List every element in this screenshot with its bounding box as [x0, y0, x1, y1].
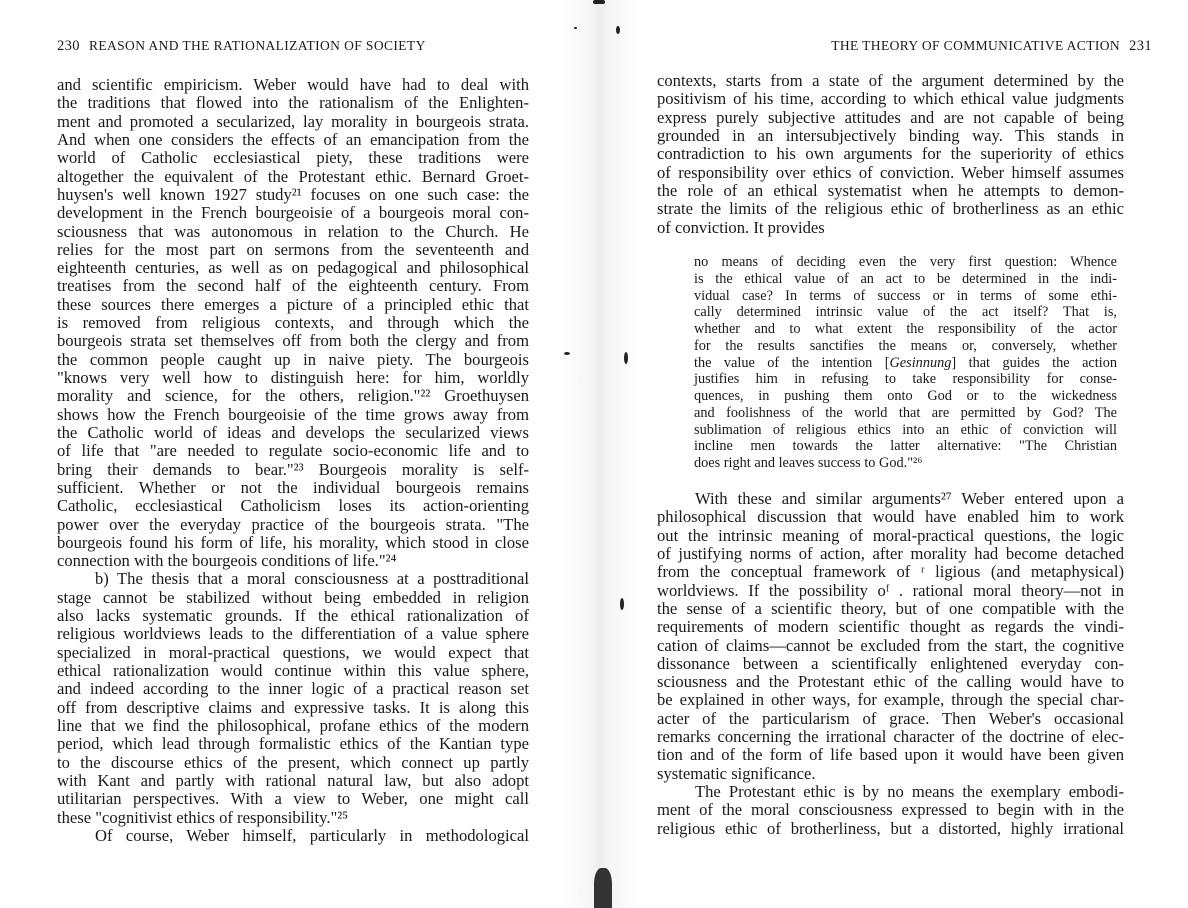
left-body-text	[57, 76, 529, 845]
quote-line: sublimation of religious ethics into an ethic of conviction will	[694, 421, 1117, 438]
text-line: of conviction. It provides	[657, 217, 825, 237]
text-line: line that we find the philosophical, profane ethics of the modern	[57, 715, 529, 735]
text-line: ment of the moral consciousness expressed to begin with in the	[657, 800, 1124, 820]
text-line: stage cannot be stabilized without being embedded in religion	[57, 587, 529, 607]
text-line: With these and similar arguments²⁷ Weber entered upon a	[695, 489, 1124, 508]
quote-line: vidual case? In terms of success or in terms of some ethi-	[694, 287, 1117, 304]
text-line: Of course, Weber himself, particularly in methodological	[95, 825, 529, 845]
text-line: And when one considers the effects of an emancipation from the	[57, 129, 529, 149]
text-line: utilitarian perspectives. With a view to Weber, one might call	[57, 789, 529, 809]
text-line: off from descriptive claims and expressive tasks. It is along this	[57, 697, 529, 717]
text-line: shows how the French bourgeoisie of the time grows away from	[57, 404, 529, 424]
text-line: Catholic, ecclesiastical Catholicism loses its action-orienting	[57, 496, 529, 516]
right-body-text-bottom	[657, 490, 1124, 838]
text-line: positivism of his time, according to which ethical value judgments	[657, 89, 1124, 109]
text-line: bourgeois strata set themselves off from both the clergy and from	[57, 331, 529, 351]
right-page-number: 231	[1129, 38, 1152, 54]
quote-line: does right and leaves success to God."²⁶	[694, 455, 923, 471]
text-line: ethical rationalization would continue within this value sphere,	[57, 661, 529, 680]
text-line: and scientific empiricism. Weber would have had to deal with	[57, 75, 529, 94]
text-line: and indeed according to the inner logic of a practical reason set	[57, 679, 529, 699]
text-line: worldviews. If the possibility oᶠ . rational moral theory—not in	[657, 580, 1124, 600]
left-running-head-title: REASON AND THE RATIONALIZATION OF SOCIETY	[88, 38, 426, 53]
text-line: the role of an ethical systematist when he attempts to demon-	[657, 180, 1124, 200]
text-line: philosophical discussion that would have enabled him to work	[657, 507, 1124, 527]
text-line: remarks concerning the irrational character of the doctrine of elec-	[657, 727, 1124, 747]
text-line: bring their demands to bear."²³ Bourgeois morality is self-	[57, 459, 529, 479]
text-line: ment and promoted a secularized, lay morality in bourgeois strata.	[57, 111, 529, 131]
text-line: sciousness and the Protestant ethic of the calling would have to	[657, 672, 1124, 692]
text-line: religious worldviews leads to the differentiation of a value sphere	[57, 624, 529, 644]
text-line: power over the everyday practice of the bourgeois strata. "The	[57, 514, 529, 534]
text-line: of life that "are needed to regulate socio-economic life and to	[57, 441, 529, 461]
text-line: development in the French bourgeoisie of a bourgeois moral con-	[57, 203, 529, 223]
text-line: from the conceptual framework of ʳ ligious (and metaphysical)	[657, 562, 1124, 582]
text-line: the common people caught up in naive piety. The bourgeois	[57, 349, 529, 369]
text-line: "knows very well how to distinguish here: for him, worldly	[57, 368, 529, 387]
text-line: systematic significance.	[657, 763, 816, 783]
quote-line: the value of the intention [Gesinnung] that guides the action	[694, 354, 1117, 371]
text-line: the sense of a scientific theory, but of one compatible with the	[657, 598, 1124, 618]
left-running-head	[57, 38, 426, 55]
block-quotation	[694, 254, 1117, 472]
left-page	[0, 0, 580, 908]
text-line: strate the limits of the religious ethic of brotherliness as an ethic	[657, 199, 1124, 219]
text-line: contexts, starts from a state of the argument determined by the	[657, 71, 1124, 90]
text-line: to the discourse ethics of the present, which connect up partly	[57, 752, 529, 772]
text-line: these "cognitivist ethics of responsibility."²⁵	[57, 807, 348, 827]
quote-line: quences, in pushing them onto God or to the wickedness	[694, 388, 1117, 404]
text-line: express purely subjective attitudes and are not capable of being	[657, 107, 1124, 127]
text-line: contradiction to his own arguments for the superiority of ethics	[657, 144, 1124, 164]
quote-line: incline men towards the latter alternative: "The Christian	[694, 438, 1117, 455]
left-page-number: 230	[57, 38, 80, 54]
text-line: specialized in moral-practical questions, we would expect that	[57, 642, 529, 662]
text-line: requirements of modern scientific thought as regards the vindi-	[657, 617, 1124, 637]
text-line: huysen's well known 1927 study²¹ focuses on one such case: the	[57, 184, 529, 204]
text-line: eighteenth centuries, as well as on pedagogical and philosophical	[57, 258, 529, 278]
text-line: tion and of the form of life based upon it would have been given	[657, 745, 1124, 765]
text-line: be explained in other ways, for example, through the special char-	[657, 690, 1124, 710]
quote-line: cally determined intrinsic value of the act itself? That is,	[694, 304, 1117, 321]
quote-line: and foolishness of the world that are permitted by God? The	[694, 404, 1117, 421]
quote-line: justifies him in refusing to take responsibility for conse-	[694, 371, 1117, 388]
text-line: with Kant and partly with rational natural law, but also adopt	[57, 770, 529, 790]
quote-line: is the ethical value of an act to be determined in the indi-	[694, 270, 1117, 287]
quote-line: no means of deciding even the very first question: Whence	[694, 254, 1117, 270]
italic-term: Gesinnung	[889, 354, 952, 371]
text-line: of justifying norms of action, after morality had become detached	[657, 543, 1124, 563]
text-line: connection with the bourgeois conditions of life."²⁴	[57, 551, 397, 571]
text-line: The Protestant ethic is by no means the exemplary embodi-	[695, 782, 1124, 801]
text-line: acter of the particularism of grace. Then Weber's occasional	[657, 708, 1124, 728]
text-line: out the intrinsic meaning of moral-practical questions, the logic	[657, 525, 1124, 545]
text-line: treatises from the second half of the eighteenth century. From	[57, 276, 529, 296]
right-body-text-top	[657, 72, 1124, 237]
text-line: sufficient. Whether or not the individual bourgeois remains	[57, 477, 529, 497]
right-running-head	[831, 38, 1152, 55]
text-line: relies for the most part on sermons from the seventeenth and	[57, 239, 529, 259]
text-line: is removed from religious contexts, and through which the	[57, 313, 529, 333]
text-line: world of Catholic ecclesiastical piety, these traditions were	[57, 148, 529, 168]
text-line: sciousness that was autonomous in relation to the Church. He	[57, 221, 529, 241]
quote-line: whether and to what extent the responsibility of the actor	[694, 321, 1117, 337]
text-line: dissonance between a scientifically enlightened everyday con-	[657, 653, 1124, 673]
text-line: the traditions that flowed into the rationalism of the Enlighten-	[57, 93, 529, 113]
text-line: of responsibility over ethics of conviction. Weber himself assumes	[657, 162, 1124, 182]
text-line: b) The thesis that a moral consciousness at a posttraditional	[95, 569, 529, 589]
quote-line: for the results sanctifies the means or, conversely, whether	[694, 337, 1117, 354]
text-line: also lacks systematic grounds. If the ethical rationalization of	[57, 606, 529, 626]
text-line: religious ethic of brotherliness, but a distorted, highly irrational	[657, 818, 1124, 838]
text-line: cation of claims—cannot be excluded from the start, the cognitive	[657, 635, 1124, 655]
text-line: period, which lead through formalistic ethics of the Kantian type	[57, 734, 529, 754]
text-line: morality and science, for the others, religion."²² Groethuysen	[57, 386, 529, 406]
text-line: bourgeois found his form of life, his morality, which stood in close	[57, 532, 529, 552]
text-line: altogether the equivalent of the Protestant ethic. Bernard Groet-	[57, 166, 529, 186]
text-line: grounded in an intersubjectively binding way. This stands in	[657, 125, 1124, 145]
text-line: the Catholic world of ideas and develops the secularized views	[57, 422, 529, 442]
right-running-head-title: THE THEORY OF COMMUNICATIVE ACTION	[831, 38, 1121, 53]
right-page	[600, 0, 1188, 908]
text-line: these sources there emerges a picture of a principled ethic that	[57, 294, 529, 314]
